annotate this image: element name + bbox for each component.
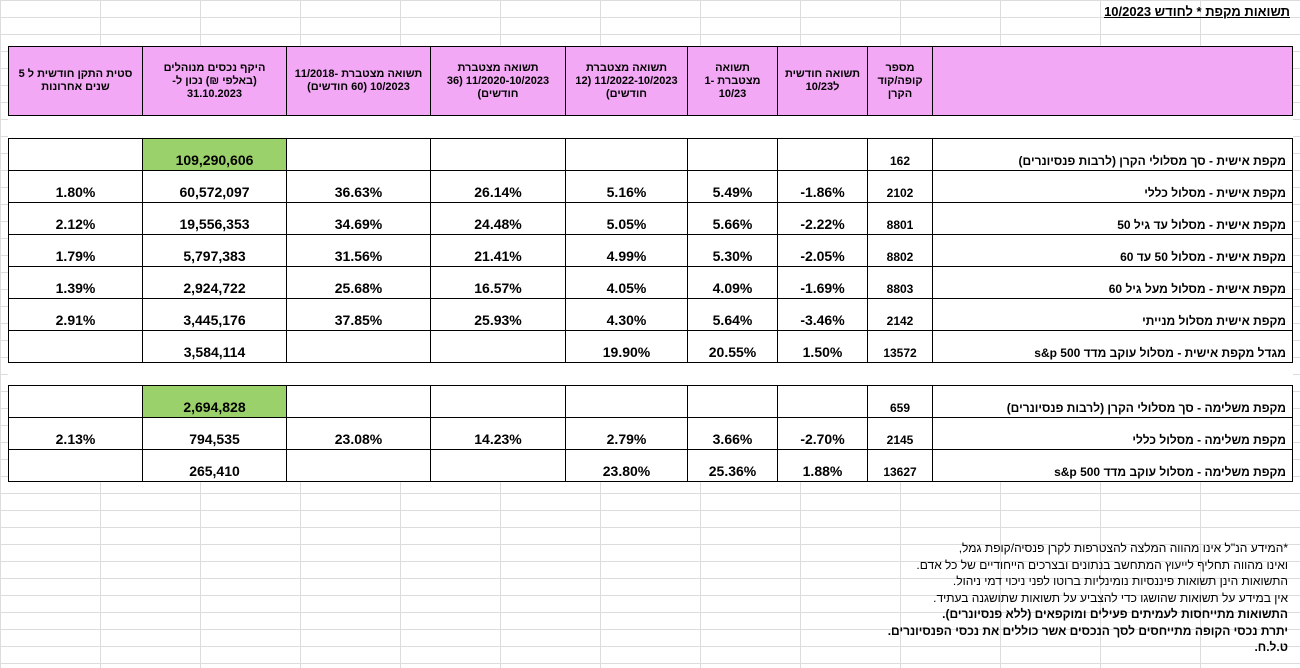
return-36m-cell: 16.57%: [431, 267, 566, 299]
page-title: תשואות מקפת * לחודש 10/2023: [1104, 4, 1290, 19]
fund-name-cell: מקפת משלימה - מסלול עוקב מדד s&p 500: [933, 450, 1293, 482]
monthly-return-cell: -2.05%: [778, 235, 868, 267]
note-line: ט.ל.ח.: [1254, 640, 1288, 654]
std-dev-cell: 2.12%: [9, 203, 143, 235]
return-12m-cell: 4.30%: [566, 299, 688, 331]
table-row: [9, 331, 1293, 363]
fund-name-cell: מקפת אישית מסלול מנייתי: [933, 299, 1293, 331]
assets-cell: 2,694,828: [143, 386, 287, 418]
assets-cell: 109,290,606: [143, 139, 287, 171]
table-row: [9, 235, 1293, 267]
note-line: התשואות מתייחסות לעמיתים פעילים ומוקפאים (ללא פנסיונרים).: [942, 607, 1288, 621]
ytd-return-cell: [688, 139, 778, 171]
table-row: [9, 267, 1293, 299]
table-row: [9, 418, 1293, 450]
return-60m-cell: 34.69%: [287, 203, 431, 235]
ytd-return-cell: 20.55%: [688, 331, 778, 363]
return-60m-cell: 25.68%: [287, 267, 431, 299]
std-dev-cell: 1.80%: [9, 171, 143, 203]
return-12m-cell: 23.80%: [566, 450, 688, 482]
table-row: [9, 299, 1293, 331]
return-12m-cell: [566, 139, 688, 171]
return-36m-cell: 26.14%: [431, 171, 566, 203]
monthly-return-cell: [778, 386, 868, 418]
ytd-return-cell: 5.64%: [688, 299, 778, 331]
monthly-return-cell: 1.88%: [778, 450, 868, 482]
return-12m-cell: 5.05%: [566, 203, 688, 235]
monthly-return-cell: -2.70%: [778, 418, 868, 450]
spacer-cell: [9, 363, 1293, 386]
spacer-row: [9, 116, 1293, 139]
assets-cell: 2,924,722: [143, 267, 287, 299]
note-line: *המידע הנ"ל אינו מהווה המלצה להצטרפות לקרן פנסיה/קופת גמל,: [958, 541, 1288, 555]
return-60m-cell: [287, 386, 431, 418]
std-dev-cell: 1.79%: [9, 235, 143, 267]
disclaimer-notes: [768, 540, 1288, 656]
note-line: אין במידע על תשואות שהושגו כדי להצביע על תשואות שתושגנה בעתיד.: [933, 590, 1288, 605]
return-12m-cell: 19.90%: [566, 331, 688, 363]
table-row: [9, 171, 1293, 203]
note-line: יתרת נכסי הקופה מתייחסים לסך הנכסים אשר כוללים את נכסי הפנסיונרים.: [887, 623, 1288, 638]
header-std-dev: סטית התקן חודשית ל 5 שנים אחרונות: [9, 47, 143, 116]
assets-cell: 3,445,176: [143, 299, 287, 331]
std-dev-cell: 2.91%: [9, 299, 143, 331]
assets-cell: 19,556,353: [143, 203, 287, 235]
return-60m-cell: 23.08%: [287, 418, 431, 450]
return-12m-cell: 4.99%: [566, 235, 688, 267]
fund-name-cell: מקפת משלימה - מסלול כללי: [933, 418, 1293, 450]
fund-name-cell: מקפת אישית - מסלול מעל גיל 60: [933, 267, 1293, 299]
monthly-return-cell: 1.50%: [778, 331, 868, 363]
assets-cell: 265,410: [143, 450, 287, 482]
monthly-return-cell: -3.46%: [778, 299, 868, 331]
spacer-cell: [9, 116, 1293, 139]
ytd-return-cell: 3.66%: [688, 418, 778, 450]
fund-name-cell: מקפת אישית - סך מסלולי הקרן (לרבות פנסיונרים): [933, 139, 1293, 171]
return-36m-cell: [431, 450, 566, 482]
fund-code-cell: 13627: [868, 450, 933, 482]
monthly-return-cell: -1.86%: [778, 171, 868, 203]
return-60m-cell: 36.63%: [287, 171, 431, 203]
ytd-return-cell: 25.36%: [688, 450, 778, 482]
return-36m-cell: 25.93%: [431, 299, 566, 331]
return-36m-cell: [431, 331, 566, 363]
ytd-return-cell: [688, 386, 778, 418]
ytd-return-cell: 5.30%: [688, 235, 778, 267]
header-fund: [933, 47, 1293, 116]
header-12m-return: תשואה מצטברת 11/2022-10/2023 (12 חודשים): [566, 47, 688, 116]
return-60m-cell: [287, 139, 431, 171]
fund-code-cell: 8802: [868, 235, 933, 267]
return-12m-cell: 5.16%: [566, 171, 688, 203]
fund-name-cell: מגדל מקפת אישית - מסלול עוקב מדד s&p 500: [933, 331, 1293, 363]
return-36m-cell: [431, 386, 566, 418]
header-36m-return: תשואה מצטברת 11/2020-10/2023 (36 חודשים): [431, 47, 566, 116]
table-row: [9, 139, 1293, 171]
header-monthly-return: תשואה חודשית ל10/23: [778, 47, 868, 116]
fund-name-cell: מקפת אישית - מסלול 50 עד 60: [933, 235, 1293, 267]
fund-name-cell: מקפת אישית - מסלול עד גיל 50: [933, 203, 1293, 235]
fund-code-cell: 2145: [868, 418, 933, 450]
table-row: [9, 386, 1293, 418]
return-60m-cell: 31.56%: [287, 235, 431, 267]
return-60m-cell: [287, 331, 431, 363]
fund-name-cell: מקפת משלימה - סך מסלולי הקרן (לרבות פנסיונרים): [933, 386, 1293, 418]
header-assets: היקף נכסים מנוהלים (באלפי ₪) נכון ל- 31.10.2023: [143, 47, 287, 116]
table-body: [9, 116, 1293, 482]
fund-code-cell: 8801: [868, 203, 933, 235]
returns-table: [8, 46, 1293, 482]
note-line: ואינו מהווה תחליף לייעוץ המתחשב בנתונים ובצרכים הייחודיים של כל אדם.: [916, 557, 1288, 572]
fund-code-cell: 659: [868, 386, 933, 418]
table-row: [9, 203, 1293, 235]
assets-cell: 60,572,097: [143, 171, 287, 203]
fund-code-cell: 13572: [868, 331, 933, 363]
std-dev-cell: 1.39%: [9, 267, 143, 299]
ytd-return-cell: 5.49%: [688, 171, 778, 203]
fund-code-cell: 8803: [868, 267, 933, 299]
note-line: התשואות הינן תשואות פיננסיות נומינליות ברוטו לפני ניכוי דמי ניהול.: [952, 574, 1288, 588]
std-dev-cell: [9, 450, 143, 482]
monthly-return-cell: -2.22%: [778, 203, 868, 235]
assets-cell: 794,535: [143, 418, 287, 450]
header-60m-return: תשואה מצטברת 11/2018-10/2023 (60 חודשים): [287, 47, 431, 116]
fund-code-cell: 162: [868, 139, 933, 171]
table-row: [9, 450, 1293, 482]
std-dev-cell: [9, 331, 143, 363]
return-12m-cell: [566, 386, 688, 418]
std-dev-cell: [9, 386, 143, 418]
assets-cell: 3,584,114: [143, 331, 287, 363]
fund-name-cell: מקפת אישית - מסלול כללי: [933, 171, 1293, 203]
return-36m-cell: 21.41%: [431, 235, 566, 267]
header-fund-code: מספר קופה/קוד הקרן: [868, 47, 933, 116]
spacer-row: [9, 363, 1293, 386]
monthly-return-cell: [778, 139, 868, 171]
return-36m-cell: 14.23%: [431, 418, 566, 450]
fund-code-cell: 2102: [868, 171, 933, 203]
ytd-return-cell: 5.66%: [688, 203, 778, 235]
assets-cell: 5,797,383: [143, 235, 287, 267]
monthly-return-cell: -1.69%: [778, 267, 868, 299]
ytd-return-cell: 4.09%: [688, 267, 778, 299]
std-dev-cell: [9, 139, 143, 171]
return-60m-cell: [287, 450, 431, 482]
header-ytd-return: תשואה מצטברת 1-10/23: [688, 47, 778, 116]
header-row: [9, 47, 1293, 116]
return-12m-cell: 4.05%: [566, 267, 688, 299]
std-dev-cell: 2.13%: [9, 418, 143, 450]
return-12m-cell: 2.79%: [566, 418, 688, 450]
return-36m-cell: 24.48%: [431, 203, 566, 235]
return-60m-cell: 37.85%: [287, 299, 431, 331]
fund-code-cell: 2142: [868, 299, 933, 331]
return-36m-cell: [431, 139, 566, 171]
